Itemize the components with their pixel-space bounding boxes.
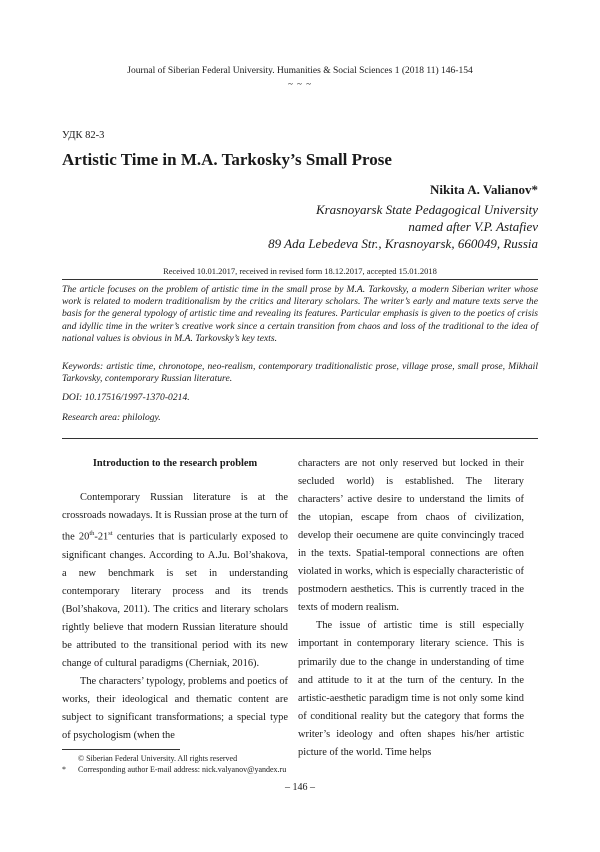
left-p1-text-c: centuries that is particularly exposed to significant changes. According to A.Ju. Bol’shakova, a new benchmark is set in understanding contemporary literary process and its trends (Bol’shakova, 2011). The critics and literary scholars rightly believe that modern Russian literature should be attributed to the transitional period with its new change of cultural paradigms (Cherniak, 2016). xyxy=(62,531,289,669)
left-p1-text-a: Contemporary Russian literature is at the crossroads nowadays. It is Russian prose at the turn of the 20 xyxy=(62,492,288,543)
footnote-copyright: © Siberian Federal University. All rights reserved xyxy=(78,754,238,763)
left-paragraph-1 xyxy=(62,489,288,673)
affiliation-line-2: named after V.P. Astafiev xyxy=(408,219,538,234)
affiliation-line-1: Krasnoyarsk State Pedagogical University xyxy=(315,202,538,217)
research-area: Research area: philology. xyxy=(62,412,161,423)
left-column xyxy=(62,489,288,745)
doi: DOI: 10.17516/1997-1370-0214. xyxy=(62,392,190,403)
keywords: Keywords: artistic time, chronotope, neo-realism, contemporary traditionalistic prose, village prose, small prose, Mikhail Tarkovsky, contemporary Russian literature. xyxy=(62,361,538,385)
right-paragraph-1: characters are not only reserved but locked in their secluded world) is established. The literary characters’ active desire to understand the limits of the utopian, escape from chaos of civilization, develop their oecumene are quite convincingly traced in the texts. Spatial-temporal connections are often violated in works, which is especially characteristic of postmodern aesthetics. This is currently traced in the texts of modern realism. xyxy=(298,458,524,614)
divider-bottom xyxy=(62,438,538,439)
header-tilde-ornament: ~ ~ ~ xyxy=(287,79,313,89)
abstract: The article focuses on the problem of artistic time in the small prose by M.A. Tarkovsky, a modern Siberian writer whose work is related to modern traditionalism by the critics and literary scholars. The writer’s early and mature texts serve the basis for the general typology of artistic time and revealing its features. Particular emphasis is given to the poetics of crisis and idyllic time in the writer’s creative work since a certain transition from chaos and loss of the traditional to the idea of national values is obvious in M.A. Tarkovsky’s key texts. xyxy=(62,284,538,344)
left-p1-text-b: -21 xyxy=(94,531,109,543)
right-paragraph-2: The issue of artistic time is still especially important in contemporary literary science. This is primarily due to the change in understanding of time and attitude to it at the turn of the century. In the artistic-aesthetic paradigm time is not only some kind of conditional reality but the category that forms the writer’s ideology and often shapes his/her artistic picture of the world. Time helps xyxy=(298,620,524,758)
footnote-star: * xyxy=(62,765,66,774)
article-title: Artistic Time in M.A. Tarkosky’s Small Prose xyxy=(62,150,392,169)
right-column xyxy=(298,455,524,762)
journal-header: Journal of Siberian Federal University. Humanities & Social Sciences 1 (2018 11) 146-154 xyxy=(127,66,473,76)
footnote-rule xyxy=(62,749,180,750)
superscript-st: st xyxy=(108,530,113,538)
footnote-corresponding-author: Corresponding author E-mail address: nick.valyanov@yandex.ru xyxy=(78,765,287,774)
received-dates: Received 10.01.2017, received in revised form 18.12.2017, accepted 15.01.2018 xyxy=(163,266,437,276)
page-number: – 146 – xyxy=(285,782,315,793)
affiliation-line-3: 89 Ada Lebedeva Str., Krasnoyarsk, 660049, Russia xyxy=(268,236,538,251)
superscript-th: th xyxy=(89,530,95,538)
section-heading: Introduction to the research problem xyxy=(92,458,258,469)
left-paragraph-2: The characters’ typology, problems and poetics of works, their ideological and thematic content are subject to significant transformations; a special type of psychologism (when the xyxy=(62,675,288,742)
udk-code: УДК 82-3 xyxy=(62,130,105,141)
divider-top xyxy=(62,279,538,280)
author-name: Nikita A. Valianov* xyxy=(429,182,538,197)
